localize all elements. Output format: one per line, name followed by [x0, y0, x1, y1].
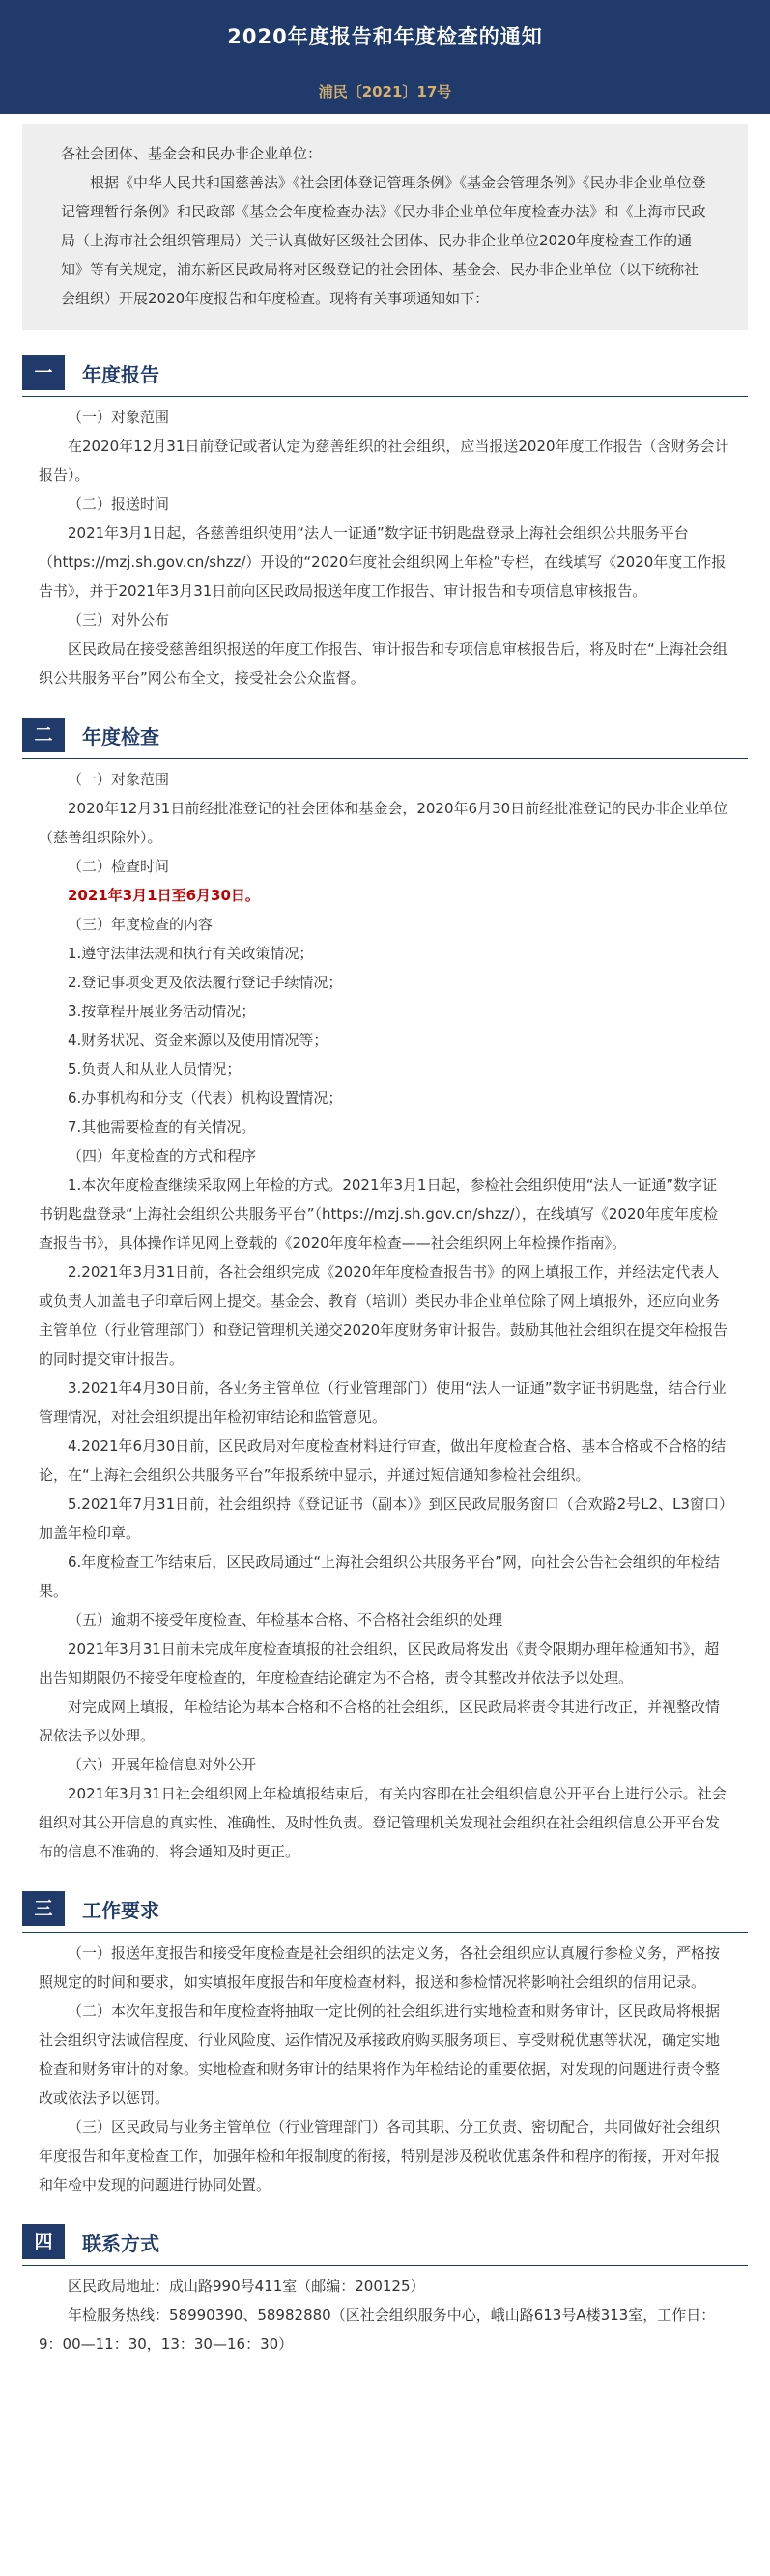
contact-address: 区民政局地址：成山路990号411室（邮编：200125）: [68, 2278, 425, 2295]
header-banner: [0, 0, 770, 114]
paragraph: （一）对象范围: [68, 409, 170, 426]
paragraph: 2021年3月31日社会组织网上年检填报结束后，有关内容即在社会组织信息公开平台上进行公示。社会组织对其公开信息的真实性、准确性、及时性负责。登记管理机关发现社会组织在社会组织信息公开平台发布的信息不准确的，将会通知及时更正。: [39, 1785, 727, 1860]
section-divider: [22, 758, 748, 759]
paragraph: 2021年3月1日起，各慈善组织使用“法人一证通”数字证书钥匙盘登录上海社会组织公共服务平台（https://mzj.sh.gov.cn/shzz/）开设的“2020年度社会组织网上年检”专栏，在线填写《2020年度工作报告书》，并于2021年3月31日前向区民政局报送年度工作报告、审计报告和专项信息审核报告。: [39, 524, 727, 600]
section-divider: [22, 396, 748, 397]
contact-hotline: 年检服务热线：58990390、58982880（区社会组织服务中心，峨山路613号A楼313室，工作日：9：00—11：30，13：30—16：30）: [39, 2307, 716, 2353]
list-item: 3.按章程开展业务活动情况；: [68, 1003, 256, 1020]
intro-salutation: 各社会团体、基金会和民办非企业单位：: [61, 145, 323, 162]
section-number: 四: [22, 2224, 65, 2259]
paragraph: （六）开展年检信息对外公开: [68, 1756, 257, 1773]
paragraph: 在2020年12月31日前登记或者认定为慈善组织的社会组织，应当报送2020年度工作报告（含财务会计报告）。: [39, 438, 729, 484]
list-item: 6.办事机构和分支（代表）机构设置情况；: [68, 1090, 343, 1107]
section-number: 三: [22, 1891, 65, 1926]
section-header-annual-inspection: [22, 718, 770, 752]
section-number: 一: [22, 355, 65, 390]
section-content-work-requirements: [39, 1939, 731, 2199]
paragraph: 4.2021年6月30日前，区民政局对年度检查材料进行审查，做出年度检查合格、基本合格或不合格的结论，在“上海社会组织公共服务平台”年报系统中显示，并通过短信通知参检社会组织。: [39, 1437, 727, 1484]
section-title: 年度报告: [82, 362, 159, 386]
paragraph: （三）区民政局与业务主管单位（行业管理部门）各司其职、分工负责、密切配合，共同做好社会组织年度报告和年度检查工作，加强年检和年报制度的衔接，特别是涉及税收优惠条件和程序的衔接，开对年报和年检中发现的问题进行协同处置。: [39, 2118, 721, 2194]
paragraph: 6.年度检查工作结束后，区民政局通过“上海社会组织公共服务平台”网，向社会公告社会组织的年检结果。: [39, 1553, 720, 1599]
section-content-annual-report: [39, 403, 731, 693]
section-title: 工作要求: [82, 1898, 159, 1922]
paragraph: （五）逾期不接受年度检查、年检基本合格、不合格社会组织的处理: [68, 1611, 503, 1628]
section-title: 联系方式: [82, 2231, 159, 2255]
paragraph: 对完成网上填报，年检结论为基本合格和不合格的社会组织，区民政局将责令其进行改正，并视整改情况依法予以处理。: [39, 1698, 721, 1744]
list-item: 5.负责人和从业人员情况；: [68, 1061, 242, 1078]
intro-box: [22, 124, 748, 330]
paragraph: （一）报送年度报告和接受年度检查是社会组织的法定义务，各社会组织应认真履行参检义务，严格按照规定的时间和要求，如实填报年度报告和年度检查材料，报送和参检情况将影响社会组织的信用记录。: [39, 1944, 721, 1991]
paragraph: 3.2021年4月30日前，各业务主管单位（行业管理部门）使用“法人一证通”数字证书钥匙盘，结合行业管理情况，对社会组织提出年检初审结论和监管意见。: [39, 1379, 727, 1426]
paragraph: 2.2021年3月31日前，各社会组织完成《2020年年度检查报告书》的网上填报工作，并经法定代表人或负责人加盖电子印章后网上提交。基金会、教育（培训）类民办非企业单位除了网上填报外，还应向业务主管单位（行业管理部门）和登记管理机关递交2020年度财务审计报告。鼓励其他社会组织在提交年检报告的同时提交审计报告。: [39, 1263, 728, 1368]
paragraph: （四）年度检查的方式和程序: [68, 1147, 257, 1165]
paragraph: （二）检查时间: [68, 858, 170, 875]
paragraph: 5.2021年7月31日前，社会组织持《登记证书（副本）》到区民政局服务窗口（合欢路2号L2、L3窗口）加盖年检印章。: [39, 1495, 727, 1542]
section-header-work-requirements: [22, 1891, 770, 1926]
section-divider: [22, 1932, 748, 1933]
inspection-period: 2021年3月1日至6月30日。: [68, 887, 260, 904]
section-header-annual-report: [22, 355, 770, 390]
section-title: 年度检查: [82, 724, 159, 749]
section-number: 二: [22, 718, 65, 752]
paragraph: （三）年度检查的内容: [68, 916, 214, 933]
paragraph: 2020年12月31日前经批准登记的社会团体和基金会，2020年6月30日前经批准登记的民办非企业单位（慈善组织除外）。: [39, 800, 728, 846]
section-content-annual-inspection: [39, 765, 731, 1866]
document-number: 浦民〔2021〕17号: [318, 83, 452, 100]
list-item: 7.其他需要检查的有关情况。: [68, 1118, 256, 1136]
paragraph: （二）本次年度报告和年度检查将抽取一定比例的社会组织进行实地检查和财务审计，区民政局将根据社会组织守法诚信程度、行业风险度、运作情况及承接政府购买服务项目、享受财税优惠等状况，确定实地检查和财务审计的对象。实地检查和财务审计的结果将作为年检结论的重要依据，对发现的问题进行责令整改或依法予以惩罚。: [39, 2002, 721, 2107]
paragraph: （二）报送时间: [68, 495, 170, 513]
paragraph: （一）对象范围: [68, 771, 170, 788]
section-divider: [22, 2265, 748, 2266]
list-item: 4.财务状况、资金来源以及使用情况等；: [68, 1032, 328, 1049]
paragraph: 1.本次年度检查继续采取网上年检的方式。2021年3月1日起，参检社会组织使用“法人一证通”数字证书钥匙盘登录“上海社会组织公共服务平台”（https://mzj.sh.gov.cn/shzz/），在线填写《2020年度年度检查报告书》，具体操作详见网上登载的《2020年度年检查——社会组织网上年检操作指南》。: [39, 1176, 719, 1252]
list-item: 2.登记事项变更及依法履行登记手续情况；: [68, 974, 343, 991]
paragraph: 区民政局在接受慈善组织报送的年度工作报告、审计报告和专项信息审核报告后，将及时在“上海社会组织公共服务平台”网公布全文，接受社会公众监督。: [39, 640, 727, 687]
section-content-contact: [39, 2272, 731, 2359]
intro-body: 根据《中华人民共和国慈善法》《社会团体登记管理条例》《基金会管理条例》《民办非企业单位登记管理暂行条例》和民政部《基金会年度检查办法》《民办非企业单位年度检查办法》和《上海市民政局（上海市社会组织管理局）关于认真做好区级社会团体、民办非企业单位2020年度检查工作的通知》等有关规定，浦东新区民政局将对区级登记的社会团体、基金会、民办非企业单位（以下统称社会组织）开展2020年度报告和年度检查。现将有关事项通知如下：: [61, 174, 706, 307]
list-item: 1.遵守法律法规和执行有关政策情况；: [68, 945, 314, 962]
paragraph: 2021年3月31日前未完成年度检查填报的社会组织，区民政局将发出《责令限期办理年检通知书》，超出告知期限仍不接受年度检查的，年度检查结论确定为不合格，责令其整改并依法予以处理。: [39, 1640, 720, 1686]
paragraph: （三）对外公布: [68, 611, 170, 629]
section-header-contact: [22, 2224, 770, 2259]
page-title: 2020年度报告和年度检查的通知: [227, 25, 543, 48]
